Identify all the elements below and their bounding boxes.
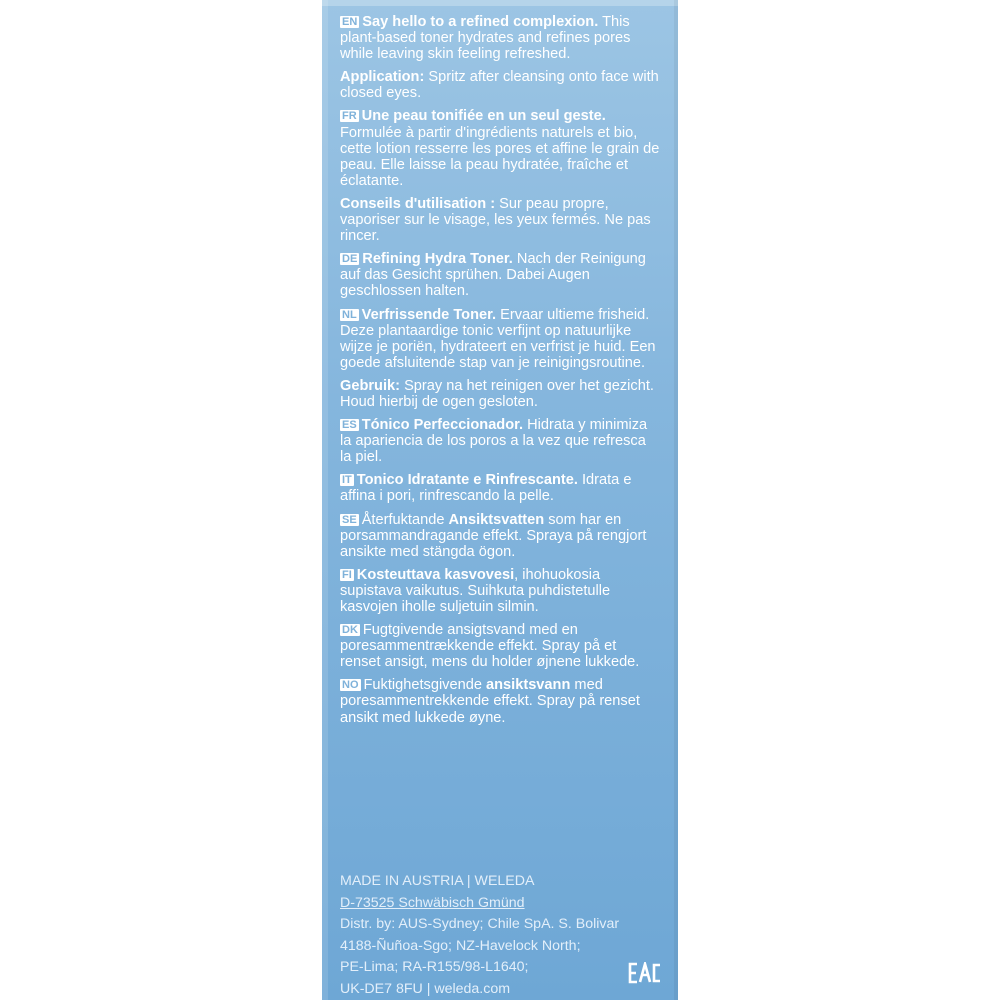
text-nl: Ervaar ultieme frisheid. Deze plantaardige tonic verfijnt op natuurlijke wijze je poriën, hydrateert en verfrist je huid. Een goede afsluitende stap van je reinigingsroutine. (340, 306, 656, 371)
language-tag-no: NO (342, 679, 359, 692)
pre-no: Fuktighetsgivende (363, 677, 487, 694)
package-panel (322, 0, 678, 1000)
text-it: Idrata e affina i pori, rinfrescando la pelle. (340, 472, 632, 505)
language-tag-en: EN (342, 16, 358, 28)
text-conseils: Sur peau propre, vaporiser sur le visage, les yeux fermés. Ne pas rincer. (340, 195, 651, 245)
heading-gebruik: Gebruik: (340, 377, 401, 394)
heading-fi: Kosteuttava kasvovesi (356, 566, 515, 583)
text-gebruik: Spray na het reinigen over het gezicht. Houd hierbij de ogen gesloten. (340, 377, 654, 410)
made-in-line: MADE IN AUSTRIA | WELEDA (340, 873, 535, 889)
panel-right-edge (674, 0, 678, 1000)
panel-left-edge (322, 0, 328, 1000)
panel-top-edge (322, 0, 678, 6)
language-tag-fi: FI (342, 568, 352, 581)
pre-dk: Fugtgivende ansigtsvand med en poresammentrækkende effekt. Spray på et renset ansigt, mens du holder øjnene lukkede. (340, 622, 640, 671)
text-fr: Formulée à partir d'ingrédients naturels et bio, cette lotion resserre les pores et affine le grain de peau. Elle laisse la peau hydratée, fraîche et éclatante. (340, 124, 660, 189)
heading-application: Application: (340, 69, 425, 86)
product-description (340, 14, 660, 733)
pre-se: Återfuktande (361, 511, 449, 528)
heading-en: Say hello to a refined complexion. (362, 14, 599, 30)
text-no: med poresammentrekkende effekt. Spray på renset ansikt med lukkede øyne. (340, 677, 640, 726)
text-application: Spritz after cleansing onto face with closed eyes. (340, 69, 659, 102)
language-tag-de: DE (342, 253, 358, 266)
heading-se: Ansiktsvatten (448, 511, 545, 528)
section-es (340, 417, 660, 465)
distributor-line-1: Distr. by: AUS-Sydney; Chile SpA. S. Bolivar (340, 916, 620, 932)
section-no (340, 677, 660, 725)
section-en (340, 14, 660, 62)
heading-de: Refining Hydra Toner. (362, 251, 513, 268)
language-tag-fr: FR (342, 110, 357, 123)
distributor-line-2: 4188-Ñuñoa-Sgo; NZ-Havelock North; (340, 937, 581, 954)
section-nl-usage (340, 378, 660, 410)
eac-certification-icon (627, 960, 663, 986)
section-se (340, 512, 660, 560)
heading-fr: Une peau tonifiée en un seul geste. (361, 108, 606, 125)
language-tag-se: SE (342, 513, 357, 526)
text-fi: , ihohuokosia supistava vaikutus. Suihkuta puhdistetulle kasvojen iholle suljetuin silmin. (340, 566, 611, 615)
address-line: D-73525 Schwäbisch Gmünd (340, 894, 525, 911)
distributor-line-3: PE-Lima; RA-R155/98-L1640; (340, 959, 529, 975)
section-en-application (340, 69, 660, 101)
distributor-line-4: UK-DE7 8FU | weleda.com (340, 980, 511, 997)
language-tag-es: ES (342, 419, 357, 432)
section-fi (340, 567, 660, 615)
section-de (340, 251, 660, 299)
heading-it: Tonico Idratante e Rinfrescante. (356, 472, 578, 489)
language-tag-nl: NL (342, 308, 357, 321)
section-nl (340, 307, 660, 371)
text-en: This plant-based toner hydrates and refines pores while leaving skin feeling refreshed. (340, 14, 631, 63)
manufacturer-info (340, 871, 660, 1000)
text-de: Nach der Reinigung auf das Gesicht sprühen. Dabei Augen geschlossen halten. (340, 251, 646, 300)
section-dk (340, 622, 660, 670)
section-fr-usage (340, 196, 660, 244)
language-tag-dk: DK (342, 624, 358, 637)
language-tag-it: IT (342, 474, 352, 487)
heading-conseils: Conseils d'utilisation : (340, 195, 496, 212)
text-es: Hidrata y minimiza la apariencia de los poros a la vez que refresca la piel. (340, 417, 648, 466)
heading-es: Tónico Perfeccionador. (361, 417, 524, 434)
text-se: som har en porsammandragande effekt. Spraya på rengjort ansikte med stängda ögon. (340, 511, 647, 560)
heading-no: ansiktsvann (486, 677, 571, 694)
heading-nl: Verfrissende Toner. (361, 306, 497, 323)
section-it (340, 472, 660, 504)
section-fr (340, 108, 660, 188)
